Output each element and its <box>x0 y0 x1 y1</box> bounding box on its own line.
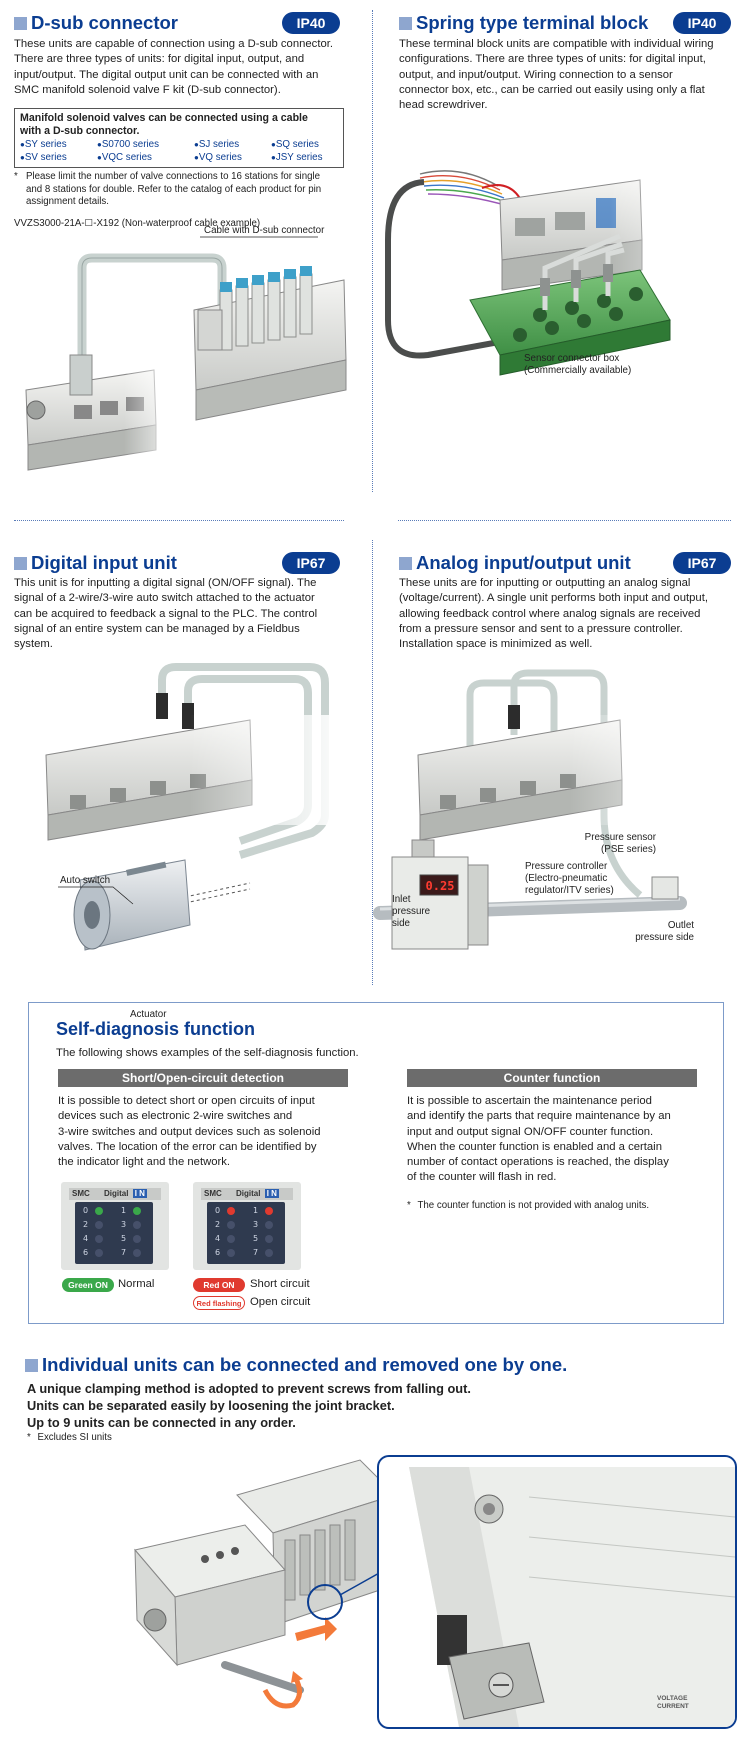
box-heading: Manifold solenoid valves can be connected using a cable <box>20 112 308 124</box>
spring-title <box>399 12 648 34</box>
brand-label: SMC <box>72 1189 90 1198</box>
callout-line-text: (PSE series) <box>601 844 656 855</box>
analog-title-text: Analog input/output unit <box>416 552 631 573</box>
desc-line: valves. The location of the error can be identified by <box>58 1140 317 1153</box>
analog-description <box>399 576 739 652</box>
analog-line: (voltage/current). A single unit performs both input and output, <box>399 592 708 605</box>
dsub-line: There are three types of units: for digital input, output, and <box>14 53 305 66</box>
led-dot <box>265 1221 273 1229</box>
digital-title-text: Digital input unit <box>31 552 177 573</box>
legend-normal: Normal <box>118 1278 155 1290</box>
led-dot <box>133 1235 141 1243</box>
led-number: 3 <box>121 1220 127 1229</box>
callout-pressure-controller <box>525 861 614 897</box>
digital-line: signal of a 2-wire/3-wire auto switch attached to the actuator <box>14 592 315 605</box>
dsub-line: These units are capable of connection using a D-sub connector. <box>14 38 334 50</box>
digital-line: can be acquired to feedback a signal to the PLC. The control <box>14 607 318 620</box>
counter-note <box>407 1200 717 1213</box>
led-number: 4 <box>215 1234 221 1243</box>
series-item: ● SQ series <box>271 139 348 152</box>
title-square-icon <box>14 17 27 30</box>
panel-header <box>69 1188 161 1200</box>
led-number: 2 <box>83 1220 89 1229</box>
counter-bar: Counter function <box>407 1069 697 1087</box>
panel-tag: I N <box>134 1189 145 1198</box>
panel-tag: I N <box>266 1189 277 1198</box>
analog-line: Installation space is minimized as well. <box>399 638 593 651</box>
callout-line-text: Inlet <box>392 894 411 905</box>
legend-short: Short circuit <box>250 1278 310 1290</box>
analog-line: allowing feedback control where analog signals are received <box>399 607 701 620</box>
dsub-line: SMC manifold solenoid valve F kit (D-sub connector). <box>14 83 281 96</box>
desc-line: number of contact operations is reached, the display <box>407 1156 669 1169</box>
callout-line <box>200 236 320 238</box>
desc-line: It is possible to ascertain the maintenance period <box>407 1095 652 1107</box>
led-dot <box>95 1207 103 1215</box>
controller-display: 0.25 <box>425 879 455 893</box>
digital-line: This unit is for inputting a digital signal (ON/OFF signal). The <box>14 577 317 589</box>
box-heading: with a D-sub connector. <box>20 125 140 137</box>
note-line: and 8 stations for double. Refer to the catalog of each product for pin <box>26 183 322 195</box>
brand-label: SMC <box>204 1189 222 1198</box>
series-item: ● SY series <box>20 139 97 152</box>
indicator-panel-fault <box>193 1182 301 1270</box>
led-number: 5 <box>253 1234 259 1243</box>
spring-illustration <box>400 150 740 440</box>
led-number: 6 <box>83 1248 89 1257</box>
individual-line: Up to 9 units can be connected in any order. <box>27 1415 296 1430</box>
desc-line: 3-wire switches and output devices such as solenoid <box>58 1125 321 1138</box>
callout-line-text: side <box>392 918 410 929</box>
led-number: 5 <box>121 1234 127 1243</box>
panel-label: Digital <box>104 1189 129 1198</box>
series-list <box>20 139 338 164</box>
callout-auto-switch: Auto switch <box>60 875 111 886</box>
digital-line: signal of an entire system can be managed by a Fieldbus <box>14 622 300 635</box>
led-dot <box>227 1249 235 1257</box>
series-item: ● JSY series <box>271 152 348 165</box>
callout-line-text: (Electro-pneumatic <box>525 873 608 884</box>
dsub-description <box>14 37 359 98</box>
callout-line-text: Sensor connector box <box>524 353 620 364</box>
desc-line: input and output signal ON/OFF counter function. <box>407 1125 654 1138</box>
led-dot <box>227 1221 235 1229</box>
desc-line: the indicator light and the network. <box>58 1156 231 1169</box>
callout-outlet <box>624 920 694 944</box>
individual-line: Units can be separated easily by loosening the joint bracket. <box>27 1398 395 1413</box>
led-dot <box>265 1207 273 1215</box>
series-item: ● SV series <box>20 152 97 165</box>
led-dot <box>95 1235 103 1243</box>
individual-title-text: Individual units can be connected and removed one by one. <box>42 1354 568 1375</box>
analog-line: from a pressure sensor and sent to a pressure controller. <box>399 622 683 635</box>
row-divider <box>14 520 344 521</box>
led-number: 3 <box>253 1220 259 1229</box>
individual-title <box>25 1354 567 1376</box>
zoom-voltage-label <box>657 1695 689 1711</box>
digital-ip-badge: IP67 <box>282 552 340 574</box>
dsub-note <box>14 171 359 209</box>
digital-description <box>14 576 359 652</box>
callout-sensor-box <box>524 353 631 377</box>
individual-line: A unique clamping method is adopted to prevent screws from falling out. <box>27 1381 471 1396</box>
led-dot <box>265 1235 273 1243</box>
desc-line: It is possible to detect short or open circuits of input <box>58 1095 315 1107</box>
callout-line-text: regulator/ITV series) <box>525 885 614 896</box>
zoom-label-line: VOLTAGE <box>657 1695 688 1702</box>
led-dot <box>133 1207 141 1215</box>
led-number: 2 <box>215 1220 221 1229</box>
zoom-detail-frame <box>377 1455 737 1729</box>
note-mark: * <box>14 171 18 182</box>
spring-line: connector box, etc., can be carried out easily using only a flat <box>399 83 705 96</box>
led-number: 0 <box>215 1206 221 1215</box>
desc-line: and identify the parts that require maintenance by an <box>407 1110 671 1123</box>
counter-description <box>407 1094 717 1186</box>
led-number: 7 <box>121 1248 127 1257</box>
led-number: 7 <box>253 1248 259 1257</box>
spring-line: These terminal block units are compatible with individual wiring <box>399 38 714 50</box>
callout-line-text: Pressure controller <box>525 861 608 872</box>
desc-line: devices such as electronic 2-wire switches and <box>58 1110 293 1123</box>
short-open-description <box>58 1094 358 1170</box>
dsub-line: input/output. The digital output unit can be connected with an <box>14 68 319 81</box>
callout-line-text: pressure <box>392 906 431 917</box>
legend-open: Open circuit <box>250 1296 311 1308</box>
dsub-illustration <box>14 240 359 490</box>
note-line: assignment details. <box>26 196 109 207</box>
spring-line: output, and input/output. Wiring connection to a sensor <box>399 68 673 81</box>
pill-red-on: Red ON <box>193 1278 245 1292</box>
indicator-panel-normal <box>61 1182 169 1270</box>
analog-line: These units are for inputting or outputting an analog signal <box>399 577 691 589</box>
note-mark: * <box>27 1432 31 1443</box>
series-item: ● SJ series <box>194 139 271 152</box>
callout-line-text: pressure side <box>635 932 694 943</box>
column-divider <box>372 10 373 492</box>
led-number: 4 <box>83 1234 89 1243</box>
dsub-title-text: D-sub connector <box>31 12 178 33</box>
series-item: ● S0700 series <box>97 139 194 152</box>
led-dot <box>227 1235 235 1243</box>
dsub-title <box>14 12 178 34</box>
manifold-valve-box <box>14 108 344 168</box>
zoom-label-line: CURRENT <box>657 1703 689 1710</box>
dsub-ip-badge: IP40 <box>282 12 340 34</box>
spring-line: configurations. There are three types of units: for digital input, <box>399 53 706 66</box>
series-item: ● VQ series <box>194 152 271 165</box>
callout-line <box>58 886 138 906</box>
callout-dsub-cable: Cable with D-sub connector <box>204 225 325 236</box>
note-text: The counter function is not provided with analog units. <box>417 1200 650 1211</box>
pill-green-on: Green ON <box>62 1278 114 1292</box>
digital-title <box>14 552 177 574</box>
title-square-icon <box>25 1359 38 1372</box>
analog-ip-badge: IP67 <box>673 552 731 574</box>
self-diagnosis-intro: The following shows examples of the self-diagnosis function. <box>56 1047 359 1059</box>
led-dot <box>95 1249 103 1257</box>
spring-line: head screwdriver. <box>399 99 488 112</box>
title-square-icon <box>399 557 412 570</box>
column-divider <box>372 540 373 985</box>
callout-inlet <box>392 894 430 930</box>
digital-line: system. <box>14 638 53 651</box>
spring-description <box>399 37 739 113</box>
callout-pressure-sensor <box>576 832 656 856</box>
panel-label: Digital <box>236 1189 261 1198</box>
desc-line: When the counter function is enabled and a certain <box>407 1140 662 1153</box>
led-number: 6 <box>215 1248 221 1257</box>
zoom-detail-illustration <box>379 1457 735 1727</box>
pill-red-flashing: Red flashing <box>193 1296 245 1310</box>
led-dot <box>265 1249 273 1257</box>
row-divider <box>398 520 731 521</box>
callout-line-text: (Commercially available) <box>524 365 632 376</box>
dsub-example-label: VVZS3000-21A-☐-X192 (Non-waterproof cable example) <box>14 218 261 229</box>
note-mark: * <box>407 1200 411 1211</box>
note-text: Excludes SI units <box>37 1432 112 1443</box>
short-open-bar: Short/Open-circuit detection <box>58 1069 348 1087</box>
spring-ip-badge: IP40 <box>673 12 731 34</box>
callout-line-text: Pressure sensor <box>584 832 656 843</box>
led-dot <box>227 1207 235 1215</box>
spring-title-text: Spring type terminal block <box>416 12 649 33</box>
led-number: 1 <box>121 1206 127 1215</box>
digital-illustration <box>40 665 350 985</box>
callout-actuator: Actuator <box>130 1009 167 1020</box>
desc-line: of the counter will flash in red. <box>407 1171 557 1184</box>
led-dot <box>95 1221 103 1229</box>
led-number: 0 <box>83 1206 89 1215</box>
individual-note <box>27 1432 112 1445</box>
self-diagnosis-title: Self-diagnosis function <box>56 1019 256 1039</box>
note-line: Please limit the number of valve connections to 16 stations for single <box>26 171 321 182</box>
led-dot <box>133 1221 141 1229</box>
led-number: 1 <box>253 1206 259 1215</box>
series-item: ● VQC series <box>97 152 194 165</box>
title-square-icon <box>399 17 412 30</box>
panel-header <box>201 1188 293 1200</box>
led-dot <box>133 1249 141 1257</box>
callout-line-text: Outlet <box>667 920 694 931</box>
analog-title <box>399 552 631 574</box>
title-square-icon <box>14 557 27 570</box>
